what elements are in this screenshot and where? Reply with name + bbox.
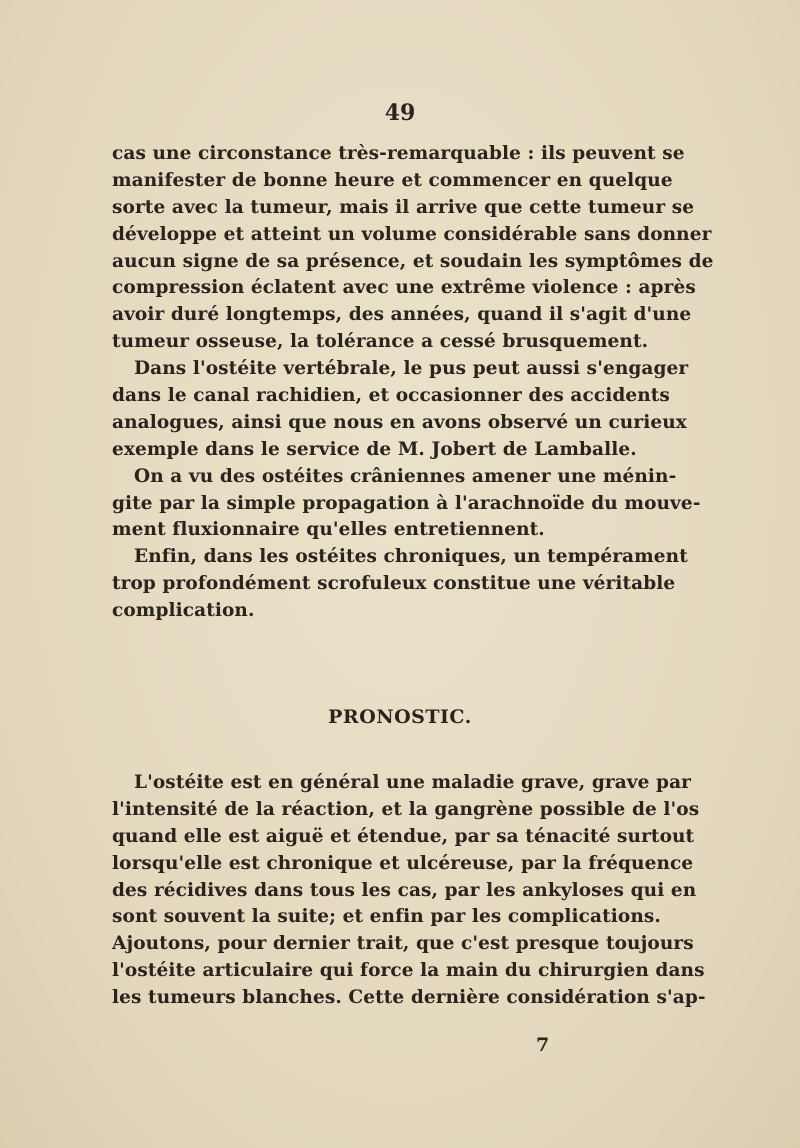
- text-line: L'ostéite est en général une maladie grave, grave par: [134, 772, 692, 793]
- text-line: des récidives dans tous les cas, par les ankyloses qui en: [112, 879, 697, 901]
- text-line: dans le canal rachidien, et occasionner des accidents: [112, 385, 670, 407]
- text-line: Enfin, dans les ostéites chroniques, un tempérament: [134, 546, 688, 568]
- text-line: développe et atteint un volume considérable sans donner: [112, 223, 712, 245]
- signature-mark: 7: [536, 1034, 550, 1056]
- page-number: 49: [384, 100, 416, 126]
- text-line: ment fluxionnaire qu'elles entretiennent.: [112, 519, 545, 541]
- text-line: exemple dans le service de M. Jobert de Lamballe.: [112, 438, 637, 460]
- text-line: trop profondément scrofuleux constitue une véritable: [112, 573, 676, 595]
- text-line: Ajoutons, pour dernier trait, que c'est presque toujours: [112, 933, 694, 955]
- text-line: les tumeurs blanches. Cette dernière considération s'ap-: [112, 987, 706, 1009]
- text-line: analogues, ainsi que nous en avons observé un curieux: [112, 411, 687, 433]
- text-line: l'ostéite articulaire qui force la main du chirurgien dans: [112, 960, 705, 982]
- text-line: On a vu des ostéites crâniennes amener une ménin-: [134, 465, 677, 487]
- text-line: quand elle est aiguë et étendue, par sa ténacité surtout: [112, 825, 695, 847]
- text-line: cas une circonstance très-remarquable : ils peuvent se: [112, 143, 685, 164]
- text-line: compression éclatent avec une extrême violence : après: [112, 277, 696, 299]
- text-line: sont souvent la suite; et enfin par les complications.: [112, 906, 661, 928]
- section-heading: PRONOSTIC.: [328, 706, 472, 728]
- text-line: complication.: [112, 600, 255, 622]
- text-line: aucun signe de sa présence, et soudain les symptômes de: [112, 250, 714, 272]
- text-line: tumeur osseuse, la tolérance a cessé brusquement.: [112, 331, 649, 353]
- text-line: Dans l'ostéite vertébrale, le pus peut aussi s'engager: [134, 358, 689, 380]
- text-line: manifester de bonne heure et commencer en quelque: [112, 169, 673, 191]
- text-line: gite par la simple propagation à l'arachnoïde du mouve-: [112, 492, 701, 514]
- text-line: sorte avec la tumeur, mais il arrive que cette tumeur se: [112, 196, 695, 218]
- text-line: avoir duré longtemps, des années, quand il s'agit d'une: [112, 304, 692, 326]
- text-line: lorsqu'elle est chronique et ulcéreuse, par la fréquence: [112, 852, 694, 874]
- body-text-section-1: [112, 141, 714, 625]
- body-text-section-2: [112, 770, 706, 1012]
- text-line: l'intensité de la réaction, et la gangrène possible de l'os: [112, 798, 700, 820]
